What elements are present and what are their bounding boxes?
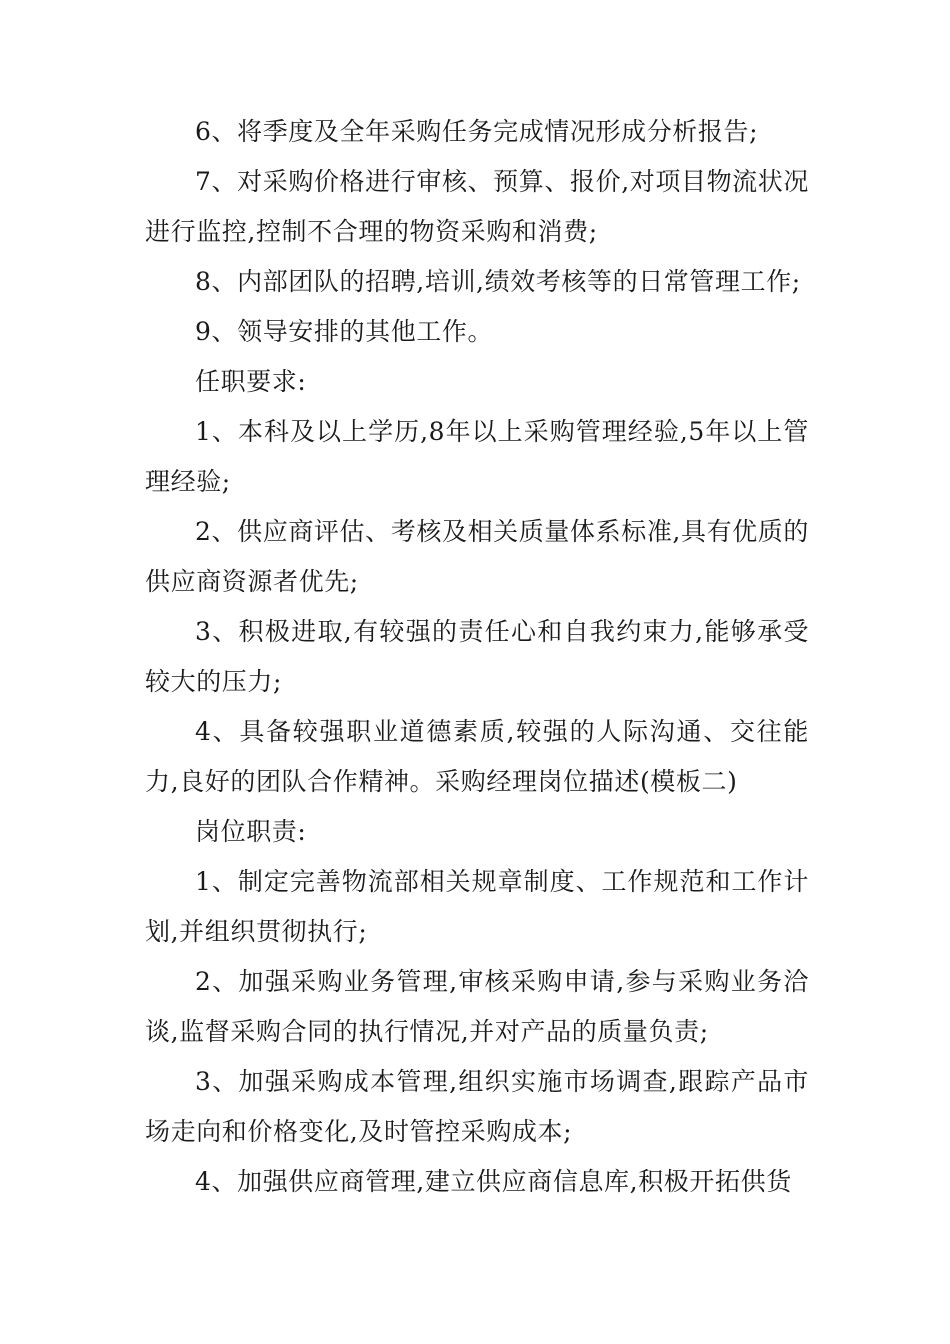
requirement-item-3: 3、积极进取,有较强的责任心和自我约束力,能够承受较大的压力; bbox=[145, 617, 809, 696]
requirement-item-2: 2、供应商评估、考核及相关质量体系标准,具有优质的供应商资源者优先; bbox=[145, 517, 809, 596]
section-heading-duties: 岗位职责: bbox=[195, 817, 307, 846]
paragraph-item-6: 6、将季度及全年采购任务完成情况形成分析报告; bbox=[195, 117, 759, 146]
paragraph-item-8: 8、内部团队的招聘,培训,绩效考核等的日常管理工作; bbox=[195, 267, 801, 296]
duty-item-4: 4、加强供应商管理,建立供应商信息库,积极开拓供货 bbox=[195, 1167, 792, 1196]
section-heading-requirements: 任职要求: bbox=[195, 367, 307, 396]
paragraph-item-9: 9、领导安排的其他工作。 bbox=[195, 317, 494, 346]
requirement-item-1: 1、本科及以上学历,8年以上采购管理经验,5年以上管理经验; bbox=[145, 417, 809, 496]
duty-item-2: 2、加强采购业务管理,审核采购申请,参与采购业务洽谈,监督采购合同的执行情况,并对产品的质量负责; bbox=[145, 967, 809, 1046]
document-body bbox=[145, 107, 809, 1207]
duty-item-3: 3、加强采购成本管理,组织实施市场调查,跟踪产品市场走向和价格变化,及时管控采购成本; bbox=[145, 1067, 809, 1146]
requirement-item-4: 4、具备较强职业道德素质,较强的人际沟通、交往能力,良好的团队合作精神。采购经理岗位描述(模板二) bbox=[145, 717, 809, 796]
paragraph-item-7: 7、对采购价格进行审核、预算、报价,对项目物流状况进行监控,控制不合理的物资采购和消费; bbox=[145, 167, 809, 246]
duty-item-1: 1、制定完善物流部相关规章制度、工作规范和工作计划,并组织贯彻执行; bbox=[145, 867, 809, 946]
